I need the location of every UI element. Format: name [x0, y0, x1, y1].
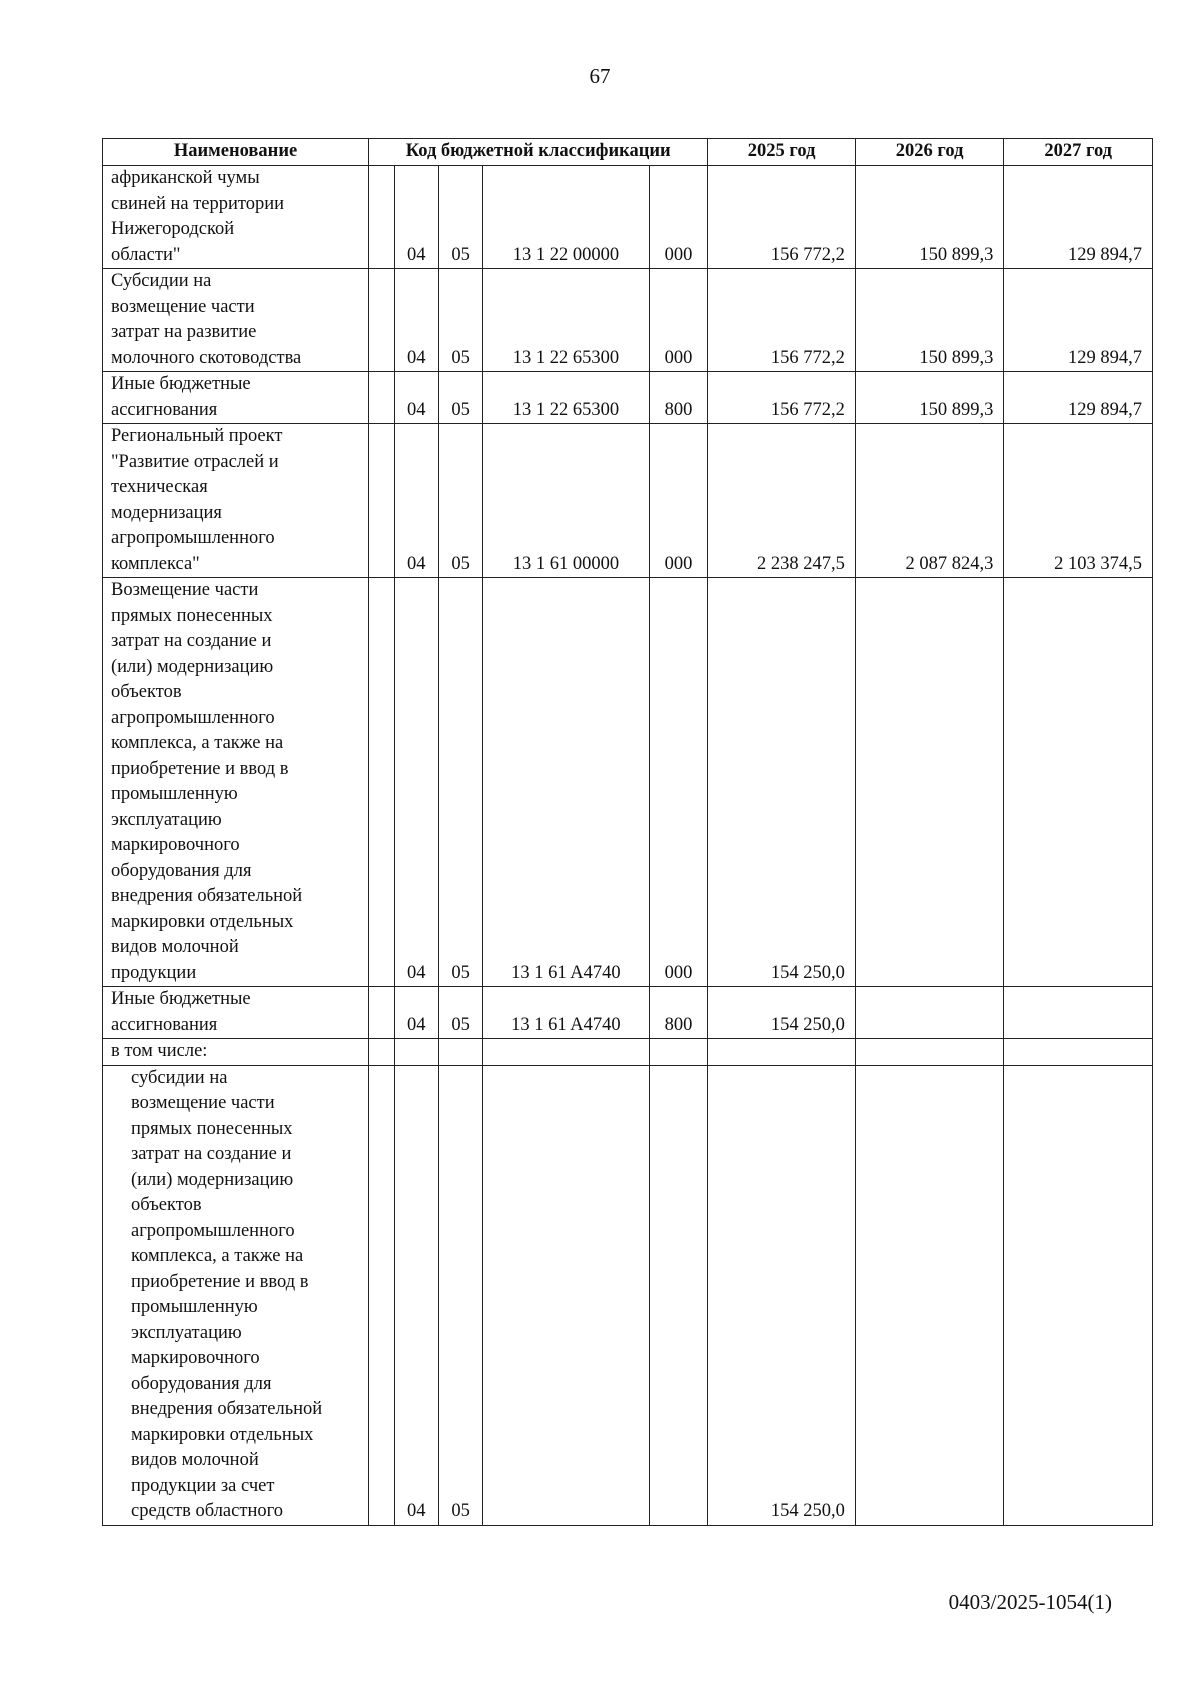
row-2025: 154 250,0 [708, 578, 855, 987]
row-2026 [855, 578, 1004, 987]
table-row [103, 578, 1153, 987]
row-section [394, 1039, 438, 1066]
table-header-row [103, 139, 1153, 166]
row-2025: 154 250,0 [708, 987, 855, 1039]
row-subsection: 05 [438, 372, 482, 424]
row-subsection: 05 [438, 269, 482, 372]
row-kind: 000 [649, 166, 708, 269]
row-section: 04 [394, 372, 438, 424]
row-subsection: 05 [438, 987, 482, 1039]
row-section: 04 [394, 424, 438, 578]
row-subsection [438, 1039, 482, 1066]
header-code: Код бюджетной классификации [369, 139, 708, 166]
row-2027: 129 894,7 [1004, 269, 1153, 372]
row-2026 [855, 1065, 1004, 1525]
row-name: Субсидии на возмещение части затрат на развитие молочного скотоводства [103, 269, 369, 372]
row-subsection: 05 [438, 1065, 482, 1525]
row-name: Региональный проект "Развитие отраслей и техническая модернизация агропромышленного комплекса" [103, 424, 369, 578]
row-2026: 2 087 824,3 [855, 424, 1004, 578]
row-2027 [1004, 578, 1153, 987]
header-2025: 2025 год [708, 139, 855, 166]
row-2026: 150 899,3 [855, 372, 1004, 424]
row-kind: 000 [649, 269, 708, 372]
row-kind [649, 1039, 708, 1066]
row-2025: 156 772,2 [708, 372, 855, 424]
row-section: 04 [394, 987, 438, 1039]
row-kind: 800 [649, 987, 708, 1039]
row-kind: 800 [649, 372, 708, 424]
row-name: Иные бюджетные ассигнования [103, 987, 369, 1039]
table-row [103, 166, 1153, 269]
row-name: Возмещение части прямых понесенных затрат на создание и (или) модернизацию объектов агропромышленного комплекса, а также на приобретение и ввод в промышленную эксплуатацию маркировочного оборудования для внедрения обязательной маркировки отдельных видов молочной продукции [103, 578, 369, 987]
row-name: в том числе: [103, 1039, 369, 1066]
table-row [103, 1039, 1153, 1066]
row-2026 [855, 1039, 1004, 1066]
row-subsection: 05 [438, 166, 482, 269]
row-target: 13 1 22 65300 [483, 269, 649, 372]
row-target: 13 1 61 A4740 [483, 578, 649, 987]
row-subsection: 05 [438, 578, 482, 987]
header-name: Наименование [103, 139, 369, 166]
row-2026 [855, 987, 1004, 1039]
row-2027: 2 103 374,5 [1004, 424, 1153, 578]
table-row [103, 424, 1153, 578]
row-2027: 129 894,7 [1004, 166, 1153, 269]
table-row [103, 1065, 1153, 1525]
row-subsection: 05 [438, 424, 482, 578]
row-name: Иные бюджетные ассигнования [103, 372, 369, 424]
row-blank-code [369, 372, 395, 424]
row-target [483, 1065, 649, 1525]
table-row [103, 372, 1153, 424]
header-2026: 2026 год [855, 139, 1004, 166]
row-blank-code [369, 424, 395, 578]
row-2025: 156 772,2 [708, 269, 855, 372]
row-2025 [708, 1039, 855, 1066]
table-row [103, 269, 1153, 372]
row-target: 13 1 22 00000 [483, 166, 649, 269]
row-blank-code [369, 269, 395, 372]
row-2025: 156 772,2 [708, 166, 855, 269]
row-name: субсидии на возмещение части прямых понесенных затрат на создание и (или) модернизацию объектов агропромышленного комплекса, а также на приобретение и ввод в промышленную эксплуатацию маркировочного оборудования для внедрения обязательной маркировки отдельных видов молочной продукции за счет средств областного [103, 1065, 369, 1525]
row-kind: 000 [649, 424, 708, 578]
row-2025: 2 238 247,5 [708, 424, 855, 578]
row-blank-code [369, 166, 395, 269]
row-name: африканской чумы свиней на территории Нижегородской области" [103, 166, 369, 269]
row-section: 04 [394, 578, 438, 987]
page-number: 67 [589, 64, 611, 88]
row-kind: 000 [649, 578, 708, 987]
row-section: 04 [394, 166, 438, 269]
row-2027: 129 894,7 [1004, 372, 1153, 424]
row-2025: 154 250,0 [708, 1065, 855, 1525]
row-target: 13 1 61 A4740 [483, 987, 649, 1039]
row-2027 [1004, 1065, 1153, 1525]
budget-table [102, 138, 1153, 1526]
row-blank-code [369, 987, 395, 1039]
row-2026: 150 899,3 [855, 269, 1004, 372]
row-blank-code [369, 578, 395, 987]
row-section: 04 [394, 1065, 438, 1525]
header-2027: 2027 год [1004, 139, 1153, 166]
row-2027 [1004, 1039, 1153, 1066]
row-section: 04 [394, 269, 438, 372]
row-target: 13 1 61 00000 [483, 424, 649, 578]
row-target: 13 1 22 65300 [483, 372, 649, 424]
table-row [103, 987, 1153, 1039]
row-blank-code [369, 1065, 395, 1525]
document-registration-number: 0403/2025-1054(1) [948, 1590, 1112, 1614]
row-target [483, 1039, 649, 1066]
row-2027 [1004, 987, 1153, 1039]
row-2026: 150 899,3 [855, 166, 1004, 269]
row-kind [649, 1065, 708, 1525]
row-blank-code [369, 1039, 395, 1066]
